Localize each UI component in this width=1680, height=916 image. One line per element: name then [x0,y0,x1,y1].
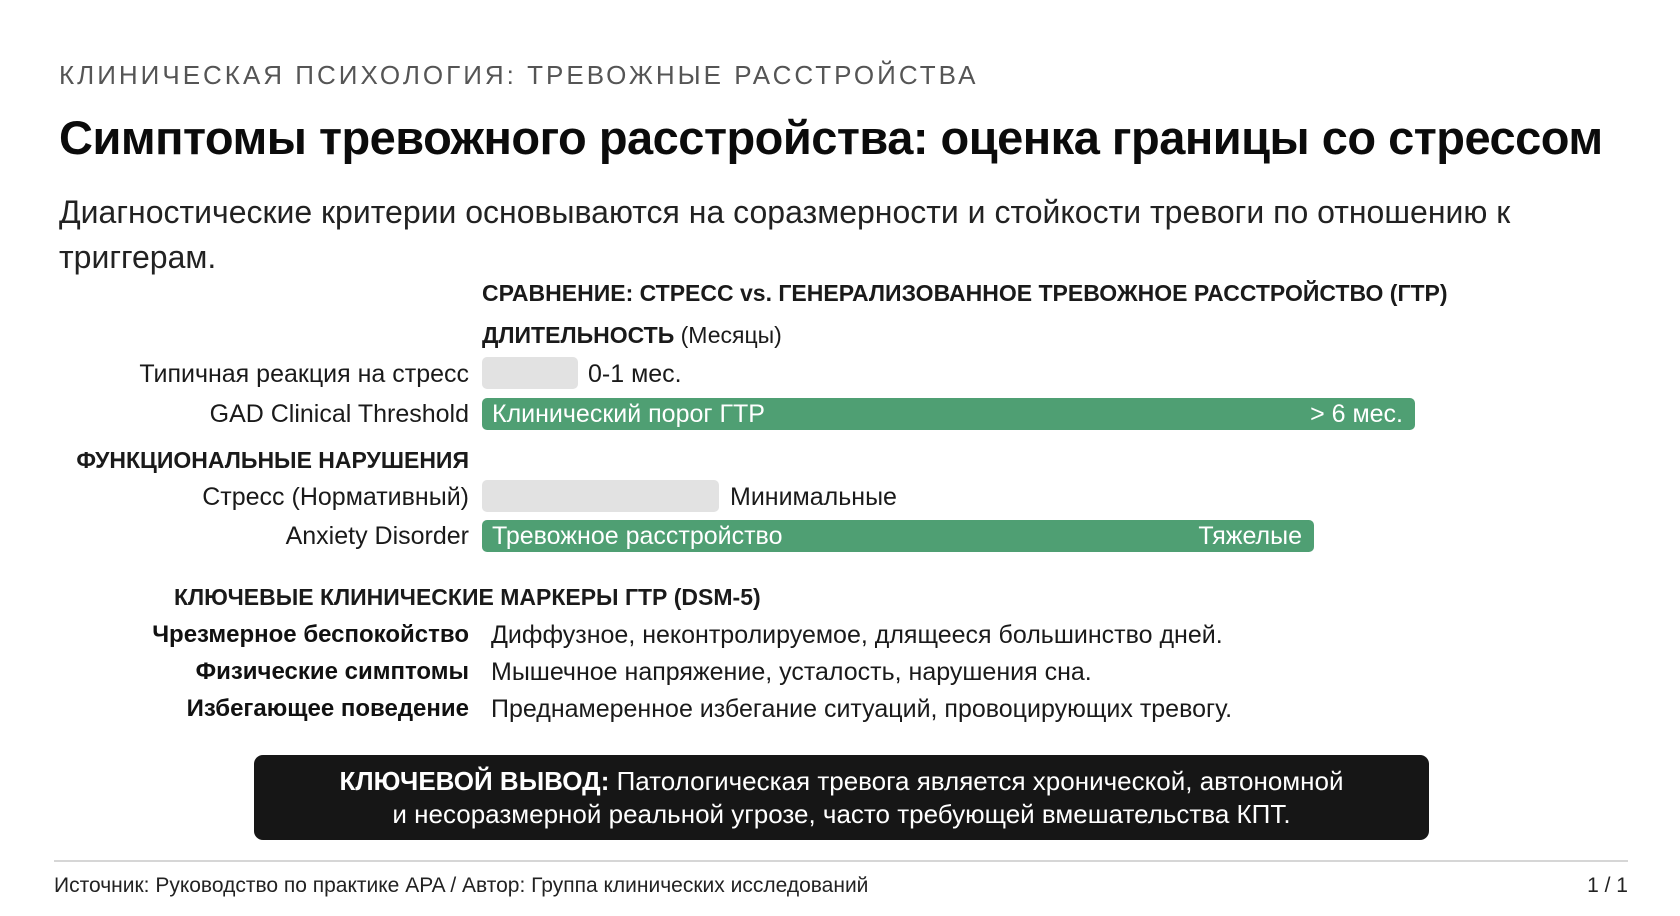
page-title: Симптомы тревожного расстройства: оценка границы со стрессом [59,111,1603,164]
footer-divider [54,860,1628,862]
duration-bar-gad [482,398,1415,430]
callout-line-1 [254,765,1429,798]
impairment-bar-stress [482,480,719,512]
marker-text-physical: Мышечное напряжение, усталость, нарушения сна. [491,658,1092,686]
impairment-bar-anxiety-value: Тяжелые [1198,522,1302,550]
duration-heading-label: ДЛИТЕЛЬНОСТЬ [482,322,675,348]
duration-heading [482,322,782,349]
impairment-bar-anxiety-text: Тревожное расстройство [492,522,783,550]
marker-label-worry: Чрезмерное беспокойство [152,621,469,648]
callout-text-1: Патологическая тревога является хронической, автономной [616,765,1344,796]
page-kicker: КЛИНИЧЕСКАЯ ПСИХОЛОГИЯ: ТРЕВОЖНЫЕ РАССТРОЙСТВА [59,60,979,90]
impairment-row-label-stress: Стресс (Нормативный) [202,483,469,511]
duration-row-label-gad: GAD Clinical Threshold [209,400,469,428]
duration-unit: (Месяцы) [680,322,782,348]
callout-text-2: и несоразмерной реальной угрозе, часто требующей вмешательства КПТ. [392,798,1291,829]
impairment-value-stress: Минимальные [730,483,897,511]
duration-bar-stress [482,357,578,389]
impairment-row-label-anxiety: Anxiety Disorder [285,522,469,550]
page-subtitle: Диагностические критерии основываются на соразмерности и стойкости тревоги по отношению к триггерам. [59,194,1511,275]
key-takeaway-callout [254,755,1429,840]
footer-source: Источник: Руководство по практике APA / Автор: Группа клинических исследований [54,874,869,897]
duration-value-stress: 0-1 мес. [588,360,682,388]
duration-bar-gad-text: Клинический порог ГТР [492,400,765,428]
duration-row-label-stress: Типичная реакция на стресс [139,360,469,388]
callout-lead: КЛЮЧЕВОЙ ВЫВОД: [339,765,610,796]
impairment-heading: ФУНКЦИОНАЛЬНЫЕ НАРУШЕНИЯ [76,447,469,473]
comparison-heading: СРАВНЕНИЕ: СТРЕСС vs. ГЕНЕРАЛИЗОВАННОЕ ТРЕВОЖНОЕ РАССТРОЙСТВО (ГТР) [482,280,1448,306]
markers-heading: КЛЮЧЕВЫЕ КЛИНИЧЕСКИЕ МАРКЕРЫ ГТР (DSM-5) [174,584,761,610]
impairment-bar-anxiety [482,520,1314,552]
marker-label-avoidance: Избегающее поведение [186,695,469,722]
page-number: 1 / 1 [1587,874,1628,897]
marker-label-physical: Физические симптомы [195,658,469,685]
marker-text-avoidance: Преднамеренное избегание ситуаций, провоцирующих тревогу. [491,695,1233,723]
duration-bar-gad-value: > 6 мес. [1310,400,1403,428]
marker-text-worry: Диффузное, неконтролируемое, длящееся большинство дней. [491,621,1223,649]
